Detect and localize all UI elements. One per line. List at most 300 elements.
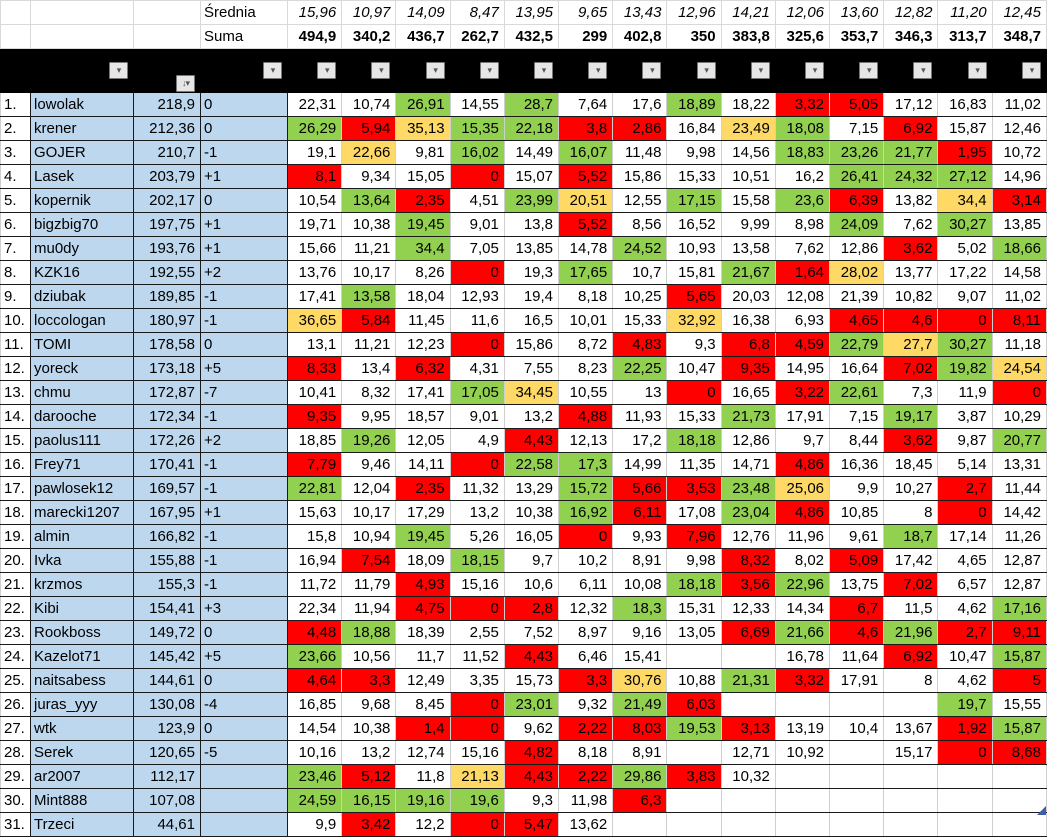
score-cell-r14[interactable]: 20,77: [992, 429, 1046, 453]
score-cell-r2[interactable]: 10,17: [342, 501, 396, 525]
score-cell-r9[interactable]: 12,86: [721, 429, 775, 453]
score-cell-r9[interactable]: 15,58: [721, 189, 775, 213]
zmiana-cell[interactable]: +5: [201, 645, 288, 669]
sums-value-r10[interactable]: 325,6: [775, 25, 829, 49]
zmiana-cell[interactable]: +2: [201, 261, 288, 285]
score-cell-r1[interactable]: 22,81: [288, 477, 342, 501]
score-cell-r11[interactable]: 11,64: [830, 645, 884, 669]
score-cell-r6[interactable]: 20,51: [559, 189, 613, 213]
score-cell-r11[interactable]: 17,91: [830, 669, 884, 693]
score-cell-r8[interactable]: [667, 645, 721, 669]
score-cell-r12[interactable]: 11,5: [884, 597, 938, 621]
nick-cell[interactable]: GOJER: [31, 141, 134, 165]
nick-cell[interactable]: chmu: [31, 381, 134, 405]
score-cell-r8[interactable]: 10,88: [667, 669, 721, 693]
score-cell-r12[interactable]: 7,3: [884, 381, 938, 405]
score-cell-r13[interactable]: 10,47: [938, 645, 992, 669]
score-cell-r1[interactable]: 7,79: [288, 453, 342, 477]
score-cell-r6[interactable]: 8,18: [559, 285, 613, 309]
score-cell-r14[interactable]: 12,46: [992, 117, 1046, 141]
score-cell-r8[interactable]: 5,65: [667, 285, 721, 309]
sort-filter-button-suma[interactable]: ↓▾: [176, 75, 195, 92]
score-cell-r4[interactable]: 15,16: [450, 573, 504, 597]
score-cell-r10[interactable]: [775, 693, 829, 717]
score-cell-r14[interactable]: [992, 813, 1046, 837]
zmiana-cell[interactable]: -1: [201, 141, 288, 165]
score-cell-r5[interactable]: 15,07: [504, 165, 558, 189]
score-cell-r5[interactable]: 4,43: [504, 429, 558, 453]
score-cell-r13[interactable]: [938, 789, 992, 813]
score-cell-r13[interactable]: 27,12: [938, 165, 992, 189]
score-cell-r14[interactable]: 11,02: [992, 285, 1046, 309]
filter-button-round-1[interactable]: ▾: [317, 62, 336, 79]
score-cell-r13[interactable]: 30,27: [938, 213, 992, 237]
score-cell-r6[interactable]: 12,13: [559, 429, 613, 453]
suma-cell[interactable]: 212,36: [134, 117, 201, 141]
nick-cell[interactable]: Kazelot71: [31, 645, 134, 669]
score-cell-r3[interactable]: 19,45: [396, 525, 450, 549]
score-cell-r14[interactable]: 13,31: [992, 453, 1046, 477]
score-cell-r9[interactable]: 16,38: [721, 309, 775, 333]
score-cell-r3[interactable]: 12,2: [396, 813, 450, 837]
zmiana-cell[interactable]: 0: [201, 621, 288, 645]
score-cell-r13[interactable]: 4,62: [938, 597, 992, 621]
score-cell-r10[interactable]: 22,96: [775, 573, 829, 597]
score-cell-r14[interactable]: 3,14: [992, 189, 1046, 213]
rank-cell[interactable]: 31.: [1, 813, 31, 837]
score-cell-r8[interactable]: 16,52: [667, 213, 721, 237]
score-cell-r3[interactable]: 19,45: [396, 213, 450, 237]
nick-cell[interactable]: ar2007: [31, 765, 134, 789]
nick-cell[interactable]: pawlosek12: [31, 477, 134, 501]
nick-cell[interactable]: TOMI: [31, 333, 134, 357]
score-cell-r10[interactable]: 6,93: [775, 309, 829, 333]
score-cell-r7[interactable]: 5,66: [613, 477, 667, 501]
score-cell-r14[interactable]: 17,16: [992, 597, 1046, 621]
score-cell-r11[interactable]: 22,61: [830, 381, 884, 405]
suma-cell[interactable]: 172,26: [134, 429, 201, 453]
nick-cell[interactable]: bigzbig70: [31, 213, 134, 237]
score-cell-r5[interactable]: 7,55: [504, 357, 558, 381]
score-cell-r2[interactable]: 10,38: [342, 213, 396, 237]
score-cell-r2[interactable]: 13,58: [342, 285, 396, 309]
score-cell-r10[interactable]: 4,86: [775, 501, 829, 525]
score-cell-r11[interactable]: [830, 789, 884, 813]
score-cell-r8[interactable]: 18,18: [667, 429, 721, 453]
score-cell-r4[interactable]: 11,32: [450, 477, 504, 501]
column-header-zmiana[interactable]: [201, 49, 288, 93]
filter-button-nick[interactable]: ▾: [109, 62, 128, 79]
score-cell-r10[interactable]: [775, 765, 829, 789]
score-cell-r12[interactable]: 21,77: [884, 141, 938, 165]
score-cell-r5[interactable]: 13,29: [504, 477, 558, 501]
nick-cell[interactable]: naitsabess: [31, 669, 134, 693]
score-cell-r2[interactable]: 7,54: [342, 549, 396, 573]
rank-cell[interactable]: 17.: [1, 477, 31, 501]
nick-cell[interactable]: Lasek: [31, 165, 134, 189]
filter-button-round-2[interactable]: ▾: [371, 62, 390, 79]
score-cell-r7[interactable]: 21,49: [613, 693, 667, 717]
rank-cell[interactable]: 7.: [1, 237, 31, 261]
score-cell-r3[interactable]: 8,45: [396, 693, 450, 717]
score-cell-r9[interactable]: 23,49: [721, 117, 775, 141]
score-cell-r14[interactable]: [992, 765, 1046, 789]
suma-cell[interactable]: 172,87: [134, 381, 201, 405]
filter-button-round-12[interactable]: ▾: [913, 62, 932, 79]
score-cell-r1[interactable]: 8,1: [288, 165, 342, 189]
score-cell-r6[interactable]: 3,8: [559, 117, 613, 141]
zmiana-cell[interactable]: 0: [201, 717, 288, 741]
score-cell-r6[interactable]: 3,3: [559, 669, 613, 693]
suma-cell[interactable]: 149,72: [134, 621, 201, 645]
score-cell-r5[interactable]: 4,43: [504, 645, 558, 669]
score-cell-r2[interactable]: 5,94: [342, 117, 396, 141]
score-cell-r13[interactable]: 5,02: [938, 237, 992, 261]
score-cell-r12[interactable]: [884, 789, 938, 813]
score-cell-r5[interactable]: 13,85: [504, 237, 558, 261]
score-cell-r1[interactable]: 22,31: [288, 93, 342, 117]
score-cell-r12[interactable]: 15,17: [884, 741, 938, 765]
score-cell-r12[interactable]: 8: [884, 501, 938, 525]
score-cell-r1[interactable]: 24,59: [288, 789, 342, 813]
score-cell-r6[interactable]: 0: [559, 525, 613, 549]
score-cell-r10[interactable]: 3,32: [775, 93, 829, 117]
score-cell-r2[interactable]: 19,26: [342, 429, 396, 453]
score-cell-r11[interactable]: 22,79: [830, 333, 884, 357]
score-cell-r8[interactable]: 17,15: [667, 189, 721, 213]
score-cell-r11[interactable]: 8,44: [830, 429, 884, 453]
score-cell-r2[interactable]: 11,21: [342, 333, 396, 357]
column-header-round-8[interactable]: [667, 49, 721, 93]
score-cell-r13[interactable]: 0: [938, 741, 992, 765]
score-cell-r14[interactable]: 14,42: [992, 501, 1046, 525]
score-cell-r12[interactable]: 7,62: [884, 213, 938, 237]
score-cell-r3[interactable]: 11,45: [396, 309, 450, 333]
score-cell-r1[interactable]: 19,1: [288, 141, 342, 165]
rank-cell[interactable]: 14.: [1, 405, 31, 429]
score-cell-r10[interactable]: 13,19: [775, 717, 829, 741]
score-cell-r12[interactable]: 10,82: [884, 285, 938, 309]
suma-cell[interactable]: 167,95: [134, 501, 201, 525]
score-cell-r5[interactable]: 23,99: [504, 189, 558, 213]
zmiana-cell[interactable]: -7: [201, 381, 288, 405]
score-cell-r10[interactable]: 7,62: [775, 237, 829, 261]
score-cell-r13[interactable]: 1,92: [938, 717, 992, 741]
nick-cell[interactable]: Serek: [31, 741, 134, 765]
zmiana-cell[interactable]: 0: [201, 117, 288, 141]
score-cell-r1[interactable]: 14,54: [288, 717, 342, 741]
column-header-round-7[interactable]: [613, 49, 667, 93]
score-cell-r1[interactable]: 10,16: [288, 741, 342, 765]
score-cell-r1[interactable]: 26,29: [288, 117, 342, 141]
sums-label[interactable]: Suma: [201, 25, 288, 49]
score-cell-r3[interactable]: 34,4: [396, 237, 450, 261]
nick-cell[interactable]: marecki1207: [31, 501, 134, 525]
column-header-suma[interactable]: [134, 49, 201, 93]
score-cell-r3[interactable]: 18,04: [396, 285, 450, 309]
score-cell-r12[interactable]: 6,92: [884, 117, 938, 141]
score-cell-r2[interactable]: 10,17: [342, 261, 396, 285]
corner-blank-cell[interactable]: [1, 1, 31, 25]
score-cell-r5[interactable]: 13,2: [504, 405, 558, 429]
score-cell-r12[interactable]: 13,77: [884, 261, 938, 285]
suma-cell[interactable]: 123,9: [134, 717, 201, 741]
score-cell-r3[interactable]: 12,74: [396, 741, 450, 765]
score-cell-r12[interactable]: 24,32: [884, 165, 938, 189]
score-cell-r8[interactable]: 9,98: [667, 141, 721, 165]
score-cell-r2[interactable]: 3,42: [342, 813, 396, 837]
score-cell-r13[interactable]: 19,7: [938, 693, 992, 717]
averages-value-r3[interactable]: 14,09: [396, 1, 450, 25]
score-cell-r13[interactable]: 4,62: [938, 669, 992, 693]
score-cell-r14[interactable]: 11,02: [992, 93, 1046, 117]
score-cell-r8[interactable]: 15,33: [667, 405, 721, 429]
score-cell-r1[interactable]: 18,85: [288, 429, 342, 453]
score-cell-r11[interactable]: 5,09: [830, 549, 884, 573]
rank-cell[interactable]: 6.: [1, 213, 31, 237]
score-cell-r12[interactable]: 4,6: [884, 309, 938, 333]
score-cell-r8[interactable]: 17,08: [667, 501, 721, 525]
score-cell-r10[interactable]: [775, 813, 829, 837]
suma-cell[interactable]: 144,61: [134, 669, 201, 693]
rank-cell[interactable]: 27.: [1, 717, 31, 741]
filter-button-round-5[interactable]: ▾: [534, 62, 553, 79]
score-cell-r2[interactable]: 16,15: [342, 789, 396, 813]
suma-cell[interactable]: 197,75: [134, 213, 201, 237]
zmiana-cell[interactable]: +5: [201, 357, 288, 381]
column-header-round-10[interactable]: [775, 49, 829, 93]
score-cell-r13[interactable]: [938, 813, 992, 837]
rank-cell[interactable]: 30.: [1, 789, 31, 813]
score-cell-r4[interactable]: 11,6: [450, 309, 504, 333]
score-cell-r13[interactable]: 2,7: [938, 621, 992, 645]
score-cell-r13[interactable]: 6,57: [938, 573, 992, 597]
score-cell-r5[interactable]: 22,18: [504, 117, 558, 141]
score-cell-r7[interactable]: 17,2: [613, 429, 667, 453]
score-cell-r11[interactable]: 16,36: [830, 453, 884, 477]
filter-button-round-4[interactable]: ▾: [480, 62, 499, 79]
score-cell-r2[interactable]: 13,64: [342, 189, 396, 213]
suma-cell[interactable]: 202,17: [134, 189, 201, 213]
nick-cell[interactable]: mu0dy: [31, 237, 134, 261]
filter-button-zmiana[interactable]: ▾: [263, 62, 282, 79]
sums-value-r13[interactable]: 313,7: [938, 25, 992, 49]
score-cell-r8[interactable]: 3,83: [667, 765, 721, 789]
rank-cell[interactable]: 10.: [1, 309, 31, 333]
averages-value-r4[interactable]: 8,47: [450, 1, 504, 25]
score-cell-r3[interactable]: 9,81: [396, 141, 450, 165]
score-cell-r10[interactable]: 8,02: [775, 549, 829, 573]
score-cell-r2[interactable]: 3,3: [342, 669, 396, 693]
averages-value-r6[interactable]: 9,65: [559, 1, 613, 25]
score-cell-r12[interactable]: [884, 693, 938, 717]
score-cell-r12[interactable]: [884, 813, 938, 837]
averages-value-r14[interactable]: 12,45: [992, 1, 1046, 25]
score-cell-r5[interactable]: 10,6: [504, 573, 558, 597]
score-cell-r1[interactable]: 10,54: [288, 189, 342, 213]
score-cell-r5[interactable]: 5,47: [504, 813, 558, 837]
column-header-round-3[interactable]: [396, 49, 450, 93]
score-cell-r9[interactable]: 21,73: [721, 405, 775, 429]
zmiana-cell[interactable]: -1: [201, 525, 288, 549]
zmiana-cell[interactable]: -1: [201, 405, 288, 429]
zmiana-cell[interactable]: 0: [201, 93, 288, 117]
sums-value-r5[interactable]: 432,5: [504, 25, 558, 49]
score-cell-r4[interactable]: 15,35: [450, 117, 504, 141]
suma-cell[interactable]: 173,18: [134, 357, 201, 381]
rank-cell[interactable]: 12.: [1, 357, 31, 381]
nick-cell[interactable]: lowolak: [31, 93, 134, 117]
zmiana-cell[interactable]: -1: [201, 285, 288, 309]
score-cell-r12[interactable]: 6,92: [884, 645, 938, 669]
filter-button-round-6[interactable]: ▾: [588, 62, 607, 79]
score-cell-r14[interactable]: 12,87: [992, 549, 1046, 573]
score-cell-r5[interactable]: 7,52: [504, 621, 558, 645]
score-cell-r7[interactable]: 8,91: [613, 549, 667, 573]
score-cell-r9[interactable]: 9,35: [721, 357, 775, 381]
nick-cell[interactable]: Trzeci: [31, 813, 134, 837]
score-cell-r2[interactable]: 10,38: [342, 717, 396, 741]
score-cell-r9[interactable]: 12,76: [721, 525, 775, 549]
suma-cell[interactable]: 193,76: [134, 237, 201, 261]
suma-cell[interactable]: 210,7: [134, 141, 201, 165]
score-cell-r9[interactable]: 20,03: [721, 285, 775, 309]
score-cell-r8[interactable]: 9,98: [667, 549, 721, 573]
score-cell-r9[interactable]: [721, 813, 775, 837]
score-cell-r8[interactable]: 16,84: [667, 117, 721, 141]
score-cell-r1[interactable]: 9,9: [288, 813, 342, 837]
column-header-round-9[interactable]: [721, 49, 775, 93]
score-cell-r10[interactable]: 9,7: [775, 429, 829, 453]
score-cell-r7[interactable]: 9,16: [613, 621, 667, 645]
score-cell-r6[interactable]: 12,32: [559, 597, 613, 621]
score-cell-r3[interactable]: 12,05: [396, 429, 450, 453]
nick-cell[interactable]: Rookboss: [31, 621, 134, 645]
score-cell-r8[interactable]: 10,93: [667, 237, 721, 261]
score-cell-r14[interactable]: 0: [992, 381, 1046, 405]
score-cell-r10[interactable]: 14,34: [775, 597, 829, 621]
rank-cell[interactable]: 16.: [1, 453, 31, 477]
score-cell-r7[interactable]: 11,48: [613, 141, 667, 165]
score-cell-r13[interactable]: 15,87: [938, 117, 992, 141]
score-cell-r9[interactable]: 16,65: [721, 381, 775, 405]
rank-cell[interactable]: 9.: [1, 285, 31, 309]
score-cell-r7[interactable]: 18,3: [613, 597, 667, 621]
score-cell-r4[interactable]: 0: [450, 261, 504, 285]
score-cell-r7[interactable]: 17,6: [613, 93, 667, 117]
score-cell-r13[interactable]: 11,9: [938, 381, 992, 405]
rank-cell[interactable]: 21.: [1, 573, 31, 597]
score-cell-r11[interactable]: 5,05: [830, 93, 884, 117]
score-cell-r12[interactable]: 7,02: [884, 573, 938, 597]
score-cell-r10[interactable]: 25,06: [775, 477, 829, 501]
score-cell-r7[interactable]: 15,86: [613, 165, 667, 189]
zmiana-cell[interactable]: 0: [201, 669, 288, 693]
score-cell-r10[interactable]: [775, 789, 829, 813]
score-cell-r11[interactable]: 6,7: [830, 597, 884, 621]
nick-cell[interactable]: krener: [31, 117, 134, 141]
zmiana-cell[interactable]: [201, 813, 288, 837]
score-cell-r3[interactable]: 18,57: [396, 405, 450, 429]
score-cell-r6[interactable]: 8,97: [559, 621, 613, 645]
score-cell-r2[interactable]: 22,66: [342, 141, 396, 165]
score-cell-r2[interactable]: 8,32: [342, 381, 396, 405]
rank-cell[interactable]: 23.: [1, 621, 31, 645]
score-cell-r8[interactable]: 10,47: [667, 357, 721, 381]
score-cell-r4[interactable]: 0: [450, 693, 504, 717]
score-cell-r9[interactable]: 6,69: [721, 621, 775, 645]
score-cell-r8[interactable]: [667, 813, 721, 837]
blank-nick-cell[interactable]: [31, 1, 134, 25]
rank-cell[interactable]: 2.: [1, 117, 31, 141]
score-cell-r4[interactable]: 0: [450, 333, 504, 357]
zmiana-cell[interactable]: +3: [201, 597, 288, 621]
sums-value-r1[interactable]: 494,9: [288, 25, 342, 49]
score-cell-r5[interactable]: 16,5: [504, 309, 558, 333]
zmiana-cell[interactable]: -1: [201, 549, 288, 573]
score-cell-r1[interactable]: 15,66: [288, 237, 342, 261]
suma-cell[interactable]: 172,34: [134, 405, 201, 429]
score-cell-r11[interactable]: 4,65: [830, 309, 884, 333]
score-cell-r1[interactable]: 15,63: [288, 501, 342, 525]
score-cell-r11[interactable]: 26,41: [830, 165, 884, 189]
score-cell-r13[interactable]: 2,7: [938, 477, 992, 501]
rank-cell[interactable]: 4.: [1, 165, 31, 189]
score-cell-r8[interactable]: 9,3: [667, 333, 721, 357]
score-cell-r8[interactable]: 32,92: [667, 309, 721, 333]
sums-value-r4[interactable]: 262,7: [450, 25, 504, 49]
score-cell-r1[interactable]: 22,34: [288, 597, 342, 621]
score-cell-r10[interactable]: 16,78: [775, 645, 829, 669]
score-cell-r9[interactable]: 8,32: [721, 549, 775, 573]
averages-value-r1[interactable]: 15,96: [288, 1, 342, 25]
suma-cell[interactable]: 178,58: [134, 333, 201, 357]
score-cell-r9[interactable]: 9,99: [721, 213, 775, 237]
score-cell-r1[interactable]: 23,46: [288, 765, 342, 789]
score-cell-r2[interactable]: 13,2: [342, 741, 396, 765]
score-cell-r10[interactable]: 3,22: [775, 381, 829, 405]
score-cell-r5[interactable]: 9,62: [504, 717, 558, 741]
score-cell-r9[interactable]: 3,56: [721, 573, 775, 597]
score-cell-r10[interactable]: 17,91: [775, 405, 829, 429]
score-cell-r12[interactable]: 18,45: [884, 453, 938, 477]
score-cell-r3[interactable]: 1,4: [396, 717, 450, 741]
suma-cell[interactable]: 169,57: [134, 477, 201, 501]
score-cell-r9[interactable]: 12,71: [721, 741, 775, 765]
score-cell-r9[interactable]: 23,04: [721, 501, 775, 525]
score-cell-r5[interactable]: 9,7: [504, 549, 558, 573]
score-cell-r1[interactable]: 10,41: [288, 381, 342, 405]
score-cell-r7[interactable]: 24,52: [613, 237, 667, 261]
sums-value-r6[interactable]: 299: [559, 25, 613, 49]
score-cell-r6[interactable]: 7,64: [559, 93, 613, 117]
score-cell-r12[interactable]: 7,02: [884, 357, 938, 381]
score-cell-r6[interactable]: 10,01: [559, 309, 613, 333]
suma-cell[interactable]: 155,3: [134, 573, 201, 597]
score-cell-r1[interactable]: 17,41: [288, 285, 342, 309]
score-cell-r9[interactable]: [721, 789, 775, 813]
zmiana-cell[interactable]: -1: [201, 477, 288, 501]
blank-suma-cell[interactable]: [134, 1, 201, 25]
score-cell-r6[interactable]: 11,98: [559, 789, 613, 813]
score-cell-r2[interactable]: 9,34: [342, 165, 396, 189]
score-cell-r13[interactable]: 0: [938, 501, 992, 525]
score-cell-r14[interactable]: 12,87: [992, 573, 1046, 597]
column-header-round-6[interactable]: [559, 49, 613, 93]
score-cell-r3[interactable]: 17,41: [396, 381, 450, 405]
column-header-round-12[interactable]: [884, 49, 938, 93]
column-header-round-4[interactable]: [450, 49, 504, 93]
